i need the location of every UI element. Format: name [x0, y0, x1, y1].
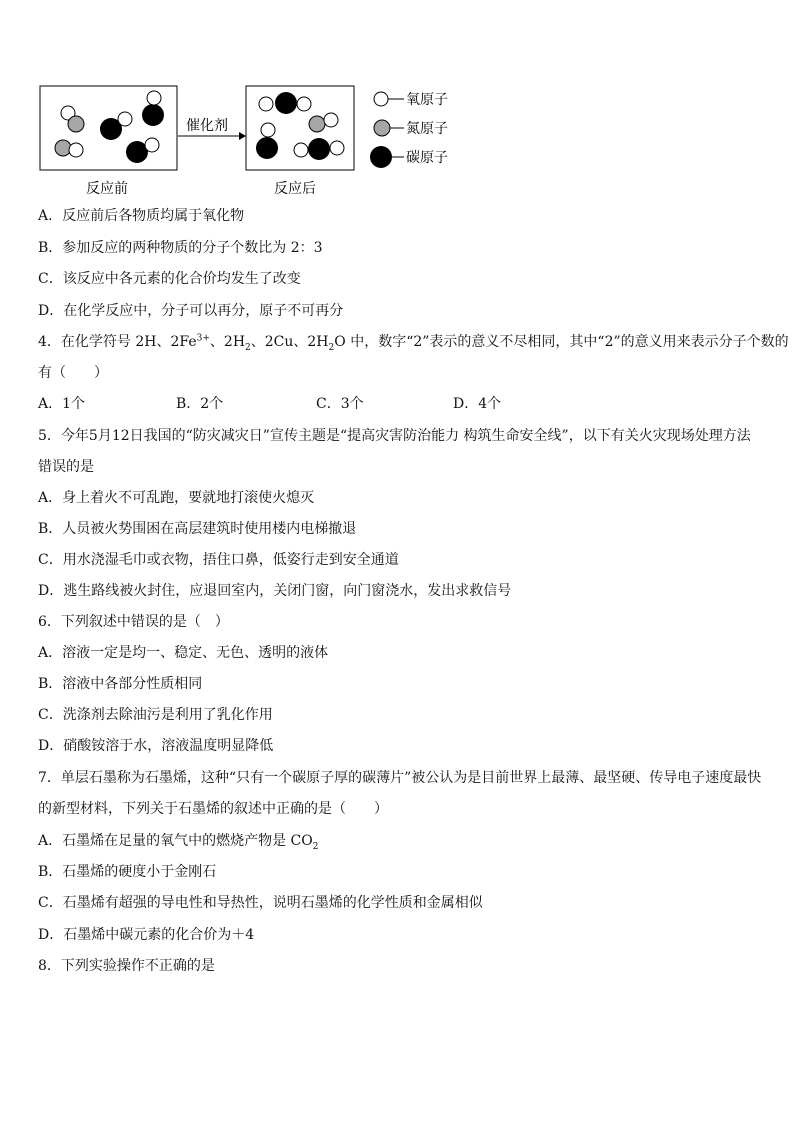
q3-option-d: D．在化学反应中，分子可以再分，原子不可再分 — [38, 303, 344, 319]
q7-option-a: A．石墨烯在足量的氧气中的燃烧产物是 $CO_2$ — [38, 833, 319, 852]
legend-carbon — [370, 146, 448, 168]
catalyst-label: 催化剂 — [186, 118, 228, 134]
q7-stem: 7．单层石墨称为石墨烯，这种“只有一个碳原子厚的碳薄片”被公认为是目前世界上最薄、最坚硬、传导电子速度最快 — [38, 770, 762, 786]
q6-option-b: B．溶液中各部分性质相同 — [38, 676, 203, 692]
q5-option-c: C．用水浇湿毛巾或衣物，捂住口鼻，低姿行走到安全通道 — [38, 552, 399, 568]
q4-option-c: C．3个 — [316, 396, 364, 412]
q4-option-a: A．1个 — [38, 396, 86, 412]
q5-option-a: A．身上着火不可乱跑，要就地打滚使火熄灭 — [38, 490, 315, 506]
reaction-diagram — [38, 84, 478, 200]
carbon-atom-icon — [370, 146, 392, 168]
q3-option-a: A．反应前后各物质均属于氧化物 — [38, 208, 245, 224]
q6-option-c: C．洗涤剂去除油污是利用了乳化作用 — [38, 707, 273, 723]
q7-option-d: D．石墨烯中碳元素的化合价为＋4 — [38, 927, 255, 943]
q4-stem-line2: 有（ ） — [38, 365, 108, 381]
q5-option-d: D．逃生路线被火封住，应退回室内，关闭门窗，向门窗浇水，发出求救信号 — [38, 583, 512, 599]
q6-option-d: D．硝酸铵溶于水，溶液温度明显降低 — [38, 738, 274, 754]
legend-label: 氧原子 — [406, 92, 448, 108]
q5-option-b: B．人员被火势围困在高层建筑时使用楼内电梯撤退 — [38, 521, 357, 537]
q4-option-d: D．4个 — [453, 396, 502, 412]
q6-option-a: A．溶液一定是均一、稳定、无色、透明的液体 — [38, 645, 329, 661]
after-reaction-label: 反应后 — [274, 181, 316, 197]
before-reaction-label: 反应前 — [86, 181, 128, 197]
nitrogen-atom-icon — [374, 120, 390, 136]
q6-stem: 6．下列叙述中错误的是（ ） — [38, 614, 229, 630]
arrow-head-icon — [239, 132, 246, 140]
q5-stem: 5．今年5月12日我国的“防灾减灾日”宣传主题是“提高灾害防治能力 构筑生命安全线”，以下有关火灾现场处理方法 — [38, 428, 751, 444]
oxygen-atom-icon — [374, 92, 388, 106]
q4-option-b: B．2个 — [176, 396, 224, 412]
legend-label: 碳原子 — [406, 150, 448, 166]
q3-option-c: C．该反应中各元素的化合价均发生了改变 — [38, 271, 301, 287]
legend-label: 氮原子 — [406, 121, 448, 137]
q8-stem: 8．下列实验操作不正确的是 — [38, 958, 215, 974]
legend-oxygen — [374, 92, 448, 108]
q3-option-b: B．参加反应的两种物质的分子个数比为 2：3 — [38, 240, 323, 256]
q4-stem: 4．在化学符号 2H、$2Fe^{3+}$、$2H_2$、2Cu、$2H_2O$ 中，数字“2”表示的意义不尽相同，其中“2”的意义用来表示分子个数的 — [38, 333, 789, 353]
q5-stem-line2: 错误的是 — [38, 459, 94, 475]
legend-nitrogen — [374, 120, 448, 137]
q7-stem-line2: 的新型材料，下列关于石墨烯的叙述中正确的是（ ） — [38, 801, 388, 817]
q4-options — [38, 393, 758, 413]
q7-option-c: C．石墨烯有超强的导电性和导热性，说明石墨烯的化学性质和金属相似 — [38, 895, 483, 911]
q7-option-b: B．石墨烯的硬度小于金刚石 — [38, 864, 217, 880]
